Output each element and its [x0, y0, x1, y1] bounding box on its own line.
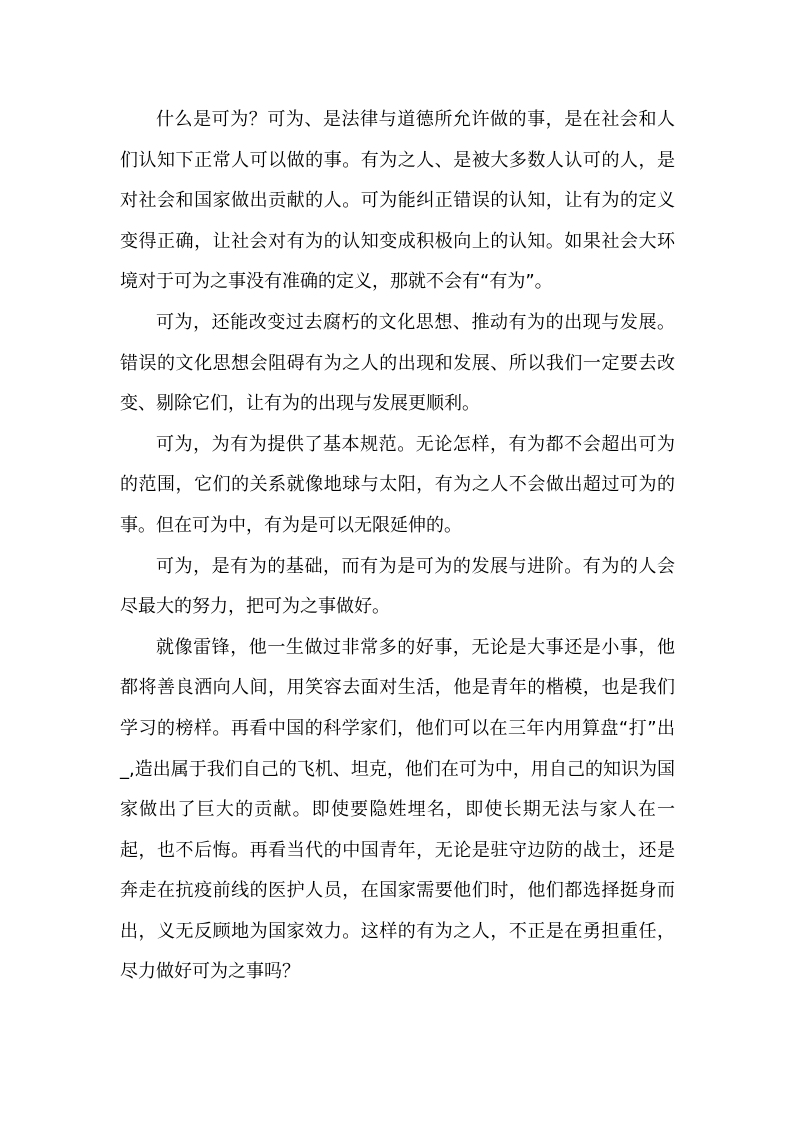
paragraph-2: 可为，还能改变过去腐朽的文化思想、推动有为的出现与发展。错误的文化思想会阻碍有为之人的出现和发展、所以我们一定要去改变、剔除它们，让有为的出现与发展更顺利。 [120, 311, 675, 415]
paragraph-1: 什么是可为？可为、是法律与道德所允许做的事，是在社会和人们认知下正常人可以做的事。有为之人、是被大多数人认可的人，是对社会和国家做出贡献的人。可为能纠正错误的认知，让有为的定义变得正确，让社会对有为的认知变成积极向上的认知。如果社会大环境对于可为之事没有准确的定义，那就不会有“有为”。 [120, 109, 675, 293]
document-body [120, 100, 675, 993]
paragraph-5: 就像雷锋，他一生做过非常多的好事，无论是大事还是小事，他都将善良洒向人间，用笑容去面对生活，他是青年的楷模，也是我们学习的榜样。再看中国的科学家们，他们可以在三年内用算盘“打”出_,造出属于我们自己的飞机、坦克，他们在可为中，用自己的知识为国家做出了巨大的贡献。即使要隐姓埋名，即使长期无法与家人在一起，也不后悔。再看当代的中国青年，无论是驻守边防的战士，还是奔走在抗疫前线的医护人员，在国家需要他们时，他们都选择挺身而出，义无反顾地为国家效力。这样的有为之人，不正是在勇担重任，尽力做好可为之事吗？ [120, 636, 675, 983]
paragraph-3: 可为，为有为提供了基本规范。无论怎样，有为都不会超出可为的范围，它们的关系就像地球与太阳，有为之人不会做出超过可为的事。但在可为中，有为是可以无限延伸的。 [120, 433, 675, 536]
paragraph-4: 可为，是有为的基础，而有为是可为的发展与进阶。有为的人会尽最大的努力，把可为之事做好。 [120, 555, 675, 618]
